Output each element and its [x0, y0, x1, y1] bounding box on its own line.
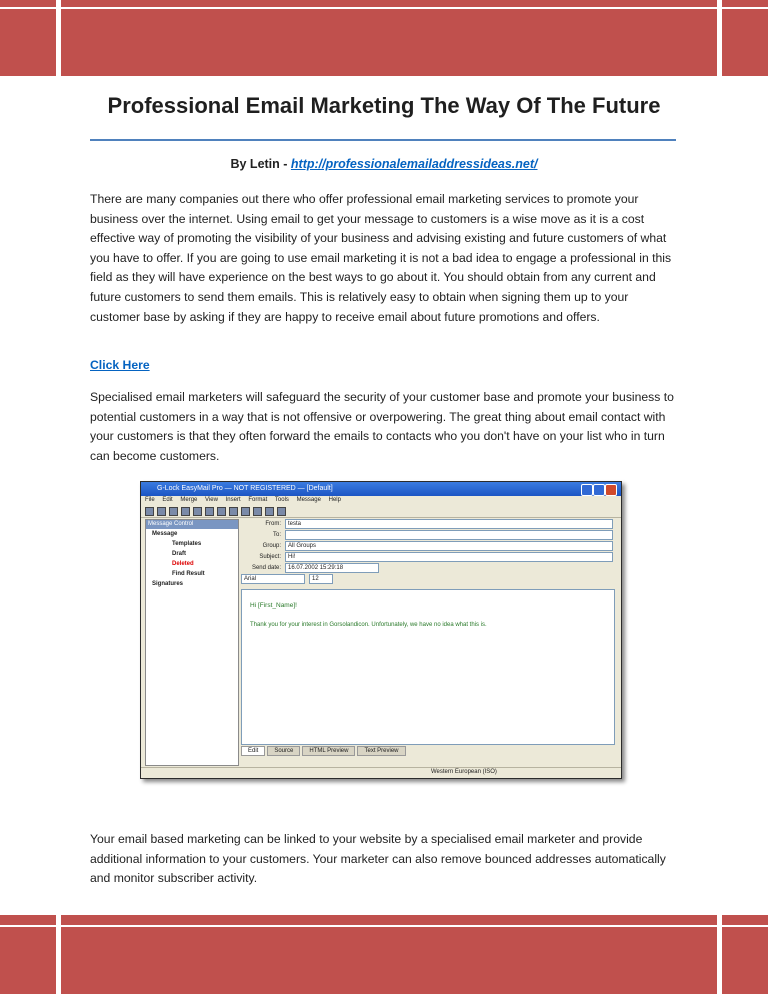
toolbar-icon: [181, 507, 190, 516]
tab-text-preview: Text Preview: [357, 746, 405, 756]
form-label: From:: [265, 521, 281, 527]
header-block-right: [722, 0, 768, 76]
sidebar-item: Signatures: [152, 581, 184, 587]
form-row: [241, 541, 613, 551]
screenshot-tabs: [241, 746, 406, 756]
menu-item: View: [205, 497, 218, 503]
toolbar-icon: [217, 507, 226, 516]
minimize-icon: [581, 484, 593, 496]
form-field: 16.07.2002 15:29:18: [285, 563, 379, 573]
toolbar-icon: [241, 507, 250, 516]
form-label: Group:: [262, 543, 281, 549]
status-encoding: Western European (ISO): [431, 769, 497, 775]
email-app-screenshot: [140, 481, 622, 779]
title-underline: [90, 139, 676, 141]
form-label: To:: [272, 532, 281, 538]
close-icon: [605, 484, 617, 496]
toolbar-icon: [265, 507, 274, 516]
toolbar-icon: [157, 507, 166, 516]
toolbar-icon: [277, 507, 286, 516]
tab-html-preview: HTML Preview: [302, 746, 355, 756]
editor-body: Thank you for your interest in Gorsolandicon. Unfortunately, we have no idea what this is.: [250, 622, 487, 628]
sidebar-item: Draft: [172, 551, 187, 557]
form-field: Hi!: [285, 552, 613, 562]
form-row: [241, 530, 613, 540]
form-field: testa: [285, 519, 613, 529]
menu-item: Tools: [274, 497, 289, 503]
sidebar-item: Message: [152, 531, 178, 537]
form-field: All Groups: [285, 541, 613, 551]
form-row: [241, 519, 613, 529]
menu-item: File: [145, 497, 155, 503]
form-label: Send date:: [251, 565, 281, 571]
paragraph-specialised: Specialised email marketers will safeguard the security of your customer base and promote your business to potential customers in a way that is not offensive or overpowering. The great thing about email contact with your customers is that they often forward the emails to contacts who you don't have on your list who in turn can become customers.: [90, 390, 674, 463]
sidebar-item: Deleted: [172, 561, 194, 567]
menu-item: Insert: [225, 497, 241, 503]
header-band: [0, 0, 768, 76]
maximize-icon: [593, 484, 605, 496]
screenshot-sidebar: [145, 519, 239, 766]
screenshot-statusbar: [141, 767, 621, 778]
screenshot-titlebar: [141, 482, 621, 496]
form-field: [285, 530, 613, 540]
screenshot-toolbar: [141, 505, 621, 518]
footer-block-right: [722, 915, 768, 994]
header-block-center: [61, 0, 717, 76]
sidebar-item: Templates: [172, 541, 202, 547]
toolbar-icon: [145, 507, 154, 516]
toolbar-icon: [169, 507, 178, 516]
menu-item: Format: [248, 497, 268, 503]
sidebar-item: Find Result: [172, 571, 205, 577]
size-select: 12: [309, 574, 333, 584]
click-here-link[interactable]: Click Here: [90, 358, 150, 372]
paragraph-linking: Your email based marketing can be linked to your website by a specialised email marketer and provide additional information to your customers. Your marketer can also remove bounced addresses automatically and monitor subscriber activity.: [90, 832, 666, 886]
form-row: [241, 563, 613, 573]
font-select: Arial: [241, 574, 305, 584]
toolbar-icon: [229, 507, 238, 516]
menu-item: Message: [296, 497, 321, 503]
toolbar-icon: [253, 507, 262, 516]
form-label: Subject:: [259, 554, 281, 560]
toolbar-icon: [193, 507, 202, 516]
byline-link[interactable]: http://professionalemailaddressideas.net/: [290, 157, 538, 171]
screenshot-editor: [241, 589, 615, 745]
footer-block-left: [0, 915, 56, 994]
footer-band: [0, 915, 768, 994]
tab-edit: Edit: [241, 746, 265, 756]
paragraph-intro: There are many companies out there who offer professional email marketing services to promote your business over the internet. Using email to get your message to customers is a wise move as it is a cost effective way of promoting the visibility of your business and advising existing and future customers of what you have to offer. If you are going to use email marketing it is not a bad idea to engage a professional in this field as they will have experience on the best ways to go about it. You should obtain from any current and future customers to send them emails. This is relatively easy to obtain when signing them up to your customer base by asking if they are happy to receive email about future promotions and offers.: [90, 192, 672, 324]
editor-greeting: Hi [First_Name]!: [250, 602, 297, 609]
page-title: Professional Email Marketing The Way Of The Future: [107, 93, 661, 118]
tab-source: Source: [267, 746, 300, 756]
form-row: [241, 552, 613, 562]
screenshot-menubar: [141, 496, 621, 505]
footer-block-center: [61, 915, 717, 994]
form-row: [241, 574, 613, 584]
header-block-left: [0, 0, 56, 76]
toolbar-icon: [205, 507, 214, 516]
menu-item: Help: [328, 497, 341, 503]
menu-item: Merge: [180, 497, 198, 503]
screenshot-message-form: [241, 519, 613, 585]
byline: [0, 157, 768, 171]
menu-item: Edit: [162, 497, 173, 503]
sidebar-header: Message Control: [146, 520, 238, 529]
screenshot-window-title: G-Lock EasyMail Pro — NOT REGISTERED — [Default]: [157, 485, 333, 492]
byline-author: By Letin -: [230, 157, 291, 171]
